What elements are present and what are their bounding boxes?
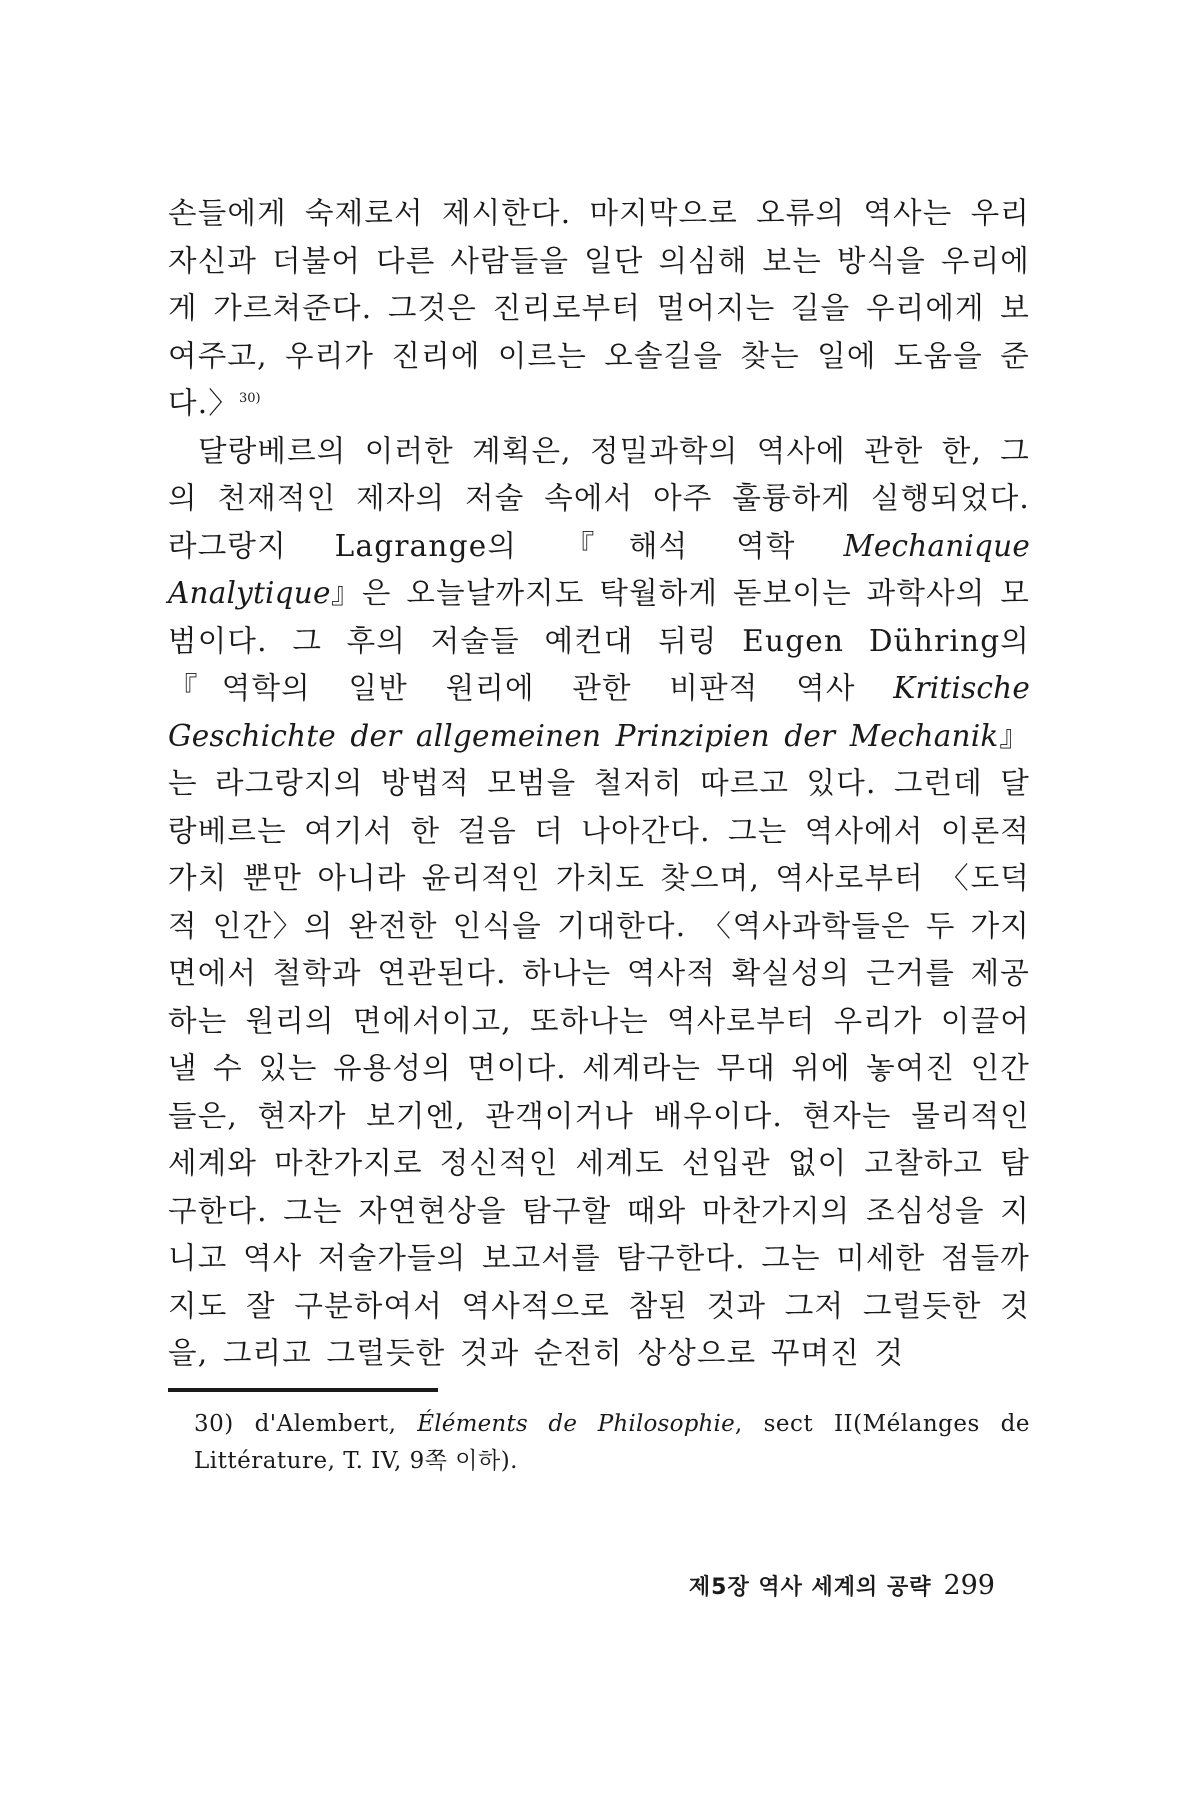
footnote-rest: , sect II(Mélanges de Littérature, T. IV, 9쪽 이하). xyxy=(194,1410,1030,1474)
paragraph-1 xyxy=(168,190,1030,428)
body-text xyxy=(168,190,1030,1378)
footnote-lead: 30) d'Alembert, xyxy=(194,1410,418,1437)
footnote-30 xyxy=(168,1406,1030,1480)
paragraph-2-segment-1: 달랑베르의 이러한 계획은, 정밀과학의 역사에 관한 한, 그의 천재적인 제자의 저술 속에서 아주 훌륭하게 실행되었다. 라그랑지 Lagrange의 『해석 역학 xyxy=(168,433,1030,563)
title-mechanique-analytique: Mechanique Analytique xyxy=(168,528,1030,610)
title-kritische-geschichte: Kritische Geschichte der allgemeinen Prinzipien der Mechanik xyxy=(168,671,1030,753)
footnote-title: Éléments de Philosophie xyxy=(417,1410,735,1437)
footnote-reference: 30) xyxy=(238,391,261,407)
page-footer xyxy=(689,1570,995,1601)
paragraph-2-segment-3: 』는 라그랑지의 방법적 모범을 철저히 따르고 있다. 그런데 달랑베르는 여기서 한 걸음 더 나아간다. 그는 역사에서 이론적 가치 뿐만 아니라 윤리적인 가치도 찾으며, 역사로부터 〈도덕적 인간〉의 완전한 인식을 기대한다. 〈역사과학들은 두 가지 면에서 철학과 연관된다. 하나는 역사적 확실성의 근거를 제공하는 원리의 면에서이고, 또하나는 역사로부터 우리가 이끌어낼 수 있는 유용성의 면이다. 세계라는 무대 위에 놓여진 인간들은, 현자가 보기엔, 관객이거나 배우이다. 현자는 물리적인 세계와 마찬가지로 정신적인 세계도 선입관 없이 고찰하고 탐구한다. 그는 자연현상을 탐구할 때와 마찬가지의 조심성을 지니고 역사 저술가들의 보고서를 탐구한다. 그는 미세한 점들까지도 잘 구분하여서 역사적으로 참된 것과 그저 그럴듯한 것을, 그리고 그럴듯한 것과 순전히 상상으로 꾸며진 것 xyxy=(168,718,1031,1370)
running-head: 제5장 역사 세계의 공략 xyxy=(688,1575,932,1600)
paragraph-2-segment-2: 』은 오늘날까지도 탁월하게 돋보이는 과학사의 모범이다. 그 후의 저술들 예컨대 뒤링 Eugen Dühring의 『역학의 일반 원리에 관한 비판적 역사 xyxy=(168,576,1030,705)
paragraph-1-text: 손들에게 숙제로서 제시한다. 마지막으로 오류의 역사는 우리 자신과 더불어 다른 사람들을 일단 의심해 보는 방식을 우리에게 가르쳐준다. 그것은 진리로부터 멀어지는 길을 우리에게 보여주고, 우리가 진리에 이르는 오솔길을 찾는 일에 도움을 준다.〉 xyxy=(168,196,1030,420)
page-number: 299 xyxy=(943,1570,995,1601)
footnote-divider xyxy=(168,1388,438,1392)
page-content xyxy=(168,190,1030,1480)
paragraph-2 xyxy=(168,428,1030,1378)
